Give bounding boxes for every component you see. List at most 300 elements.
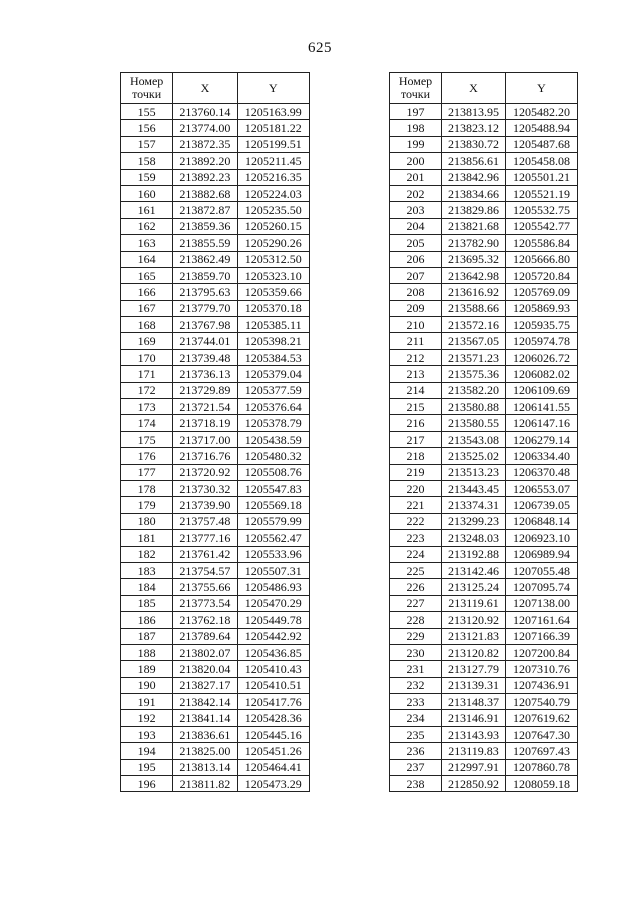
cell-point-number: 224	[390, 546, 442, 562]
cell-point-number: 200	[390, 153, 442, 169]
cell-point-number: 199	[390, 136, 442, 152]
cell-x: 213299.23	[442, 513, 506, 529]
cell-x: 213143.93	[442, 726, 506, 742]
table-row	[390, 513, 578, 529]
table-row	[121, 710, 310, 726]
cell-point-number: 215	[390, 399, 442, 415]
cell-y: 1206739.05	[506, 497, 578, 513]
cell-x: 213823.12	[442, 120, 506, 136]
cell-y: 1205532.75	[506, 202, 578, 218]
cell-point-number: 158	[121, 153, 173, 169]
cell-x: 213716.76	[173, 448, 237, 464]
cell-y: 1207540.79	[506, 694, 578, 710]
cell-x: 213139.31	[442, 677, 506, 693]
cell-x: 213580.55	[442, 415, 506, 431]
table-row	[121, 497, 310, 513]
cell-y: 1205487.68	[506, 136, 578, 152]
cell-point-number: 162	[121, 218, 173, 234]
cell-y: 1205199.51	[237, 136, 309, 152]
cell-x: 213739.90	[173, 497, 237, 513]
cell-point-number: 238	[390, 776, 442, 792]
cell-x: 213842.96	[442, 169, 506, 185]
cell-y: 1205376.64	[237, 399, 309, 415]
cell-x: 213834.66	[442, 185, 506, 201]
table-row	[121, 349, 310, 365]
table-row	[390, 415, 578, 431]
cell-x: 213142.46	[442, 562, 506, 578]
cell-y: 1206848.14	[506, 513, 578, 529]
table-row	[390, 202, 578, 218]
cell-y: 1205385.11	[237, 317, 309, 333]
cell-y: 1206279.14	[506, 431, 578, 447]
cell-y: 1205521.19	[506, 185, 578, 201]
cell-point-number: 176	[121, 448, 173, 464]
table-row	[390, 431, 578, 447]
cell-y: 1205378.79	[237, 415, 309, 431]
cell-x: 213872.35	[173, 136, 237, 152]
table-row	[390, 497, 578, 513]
cell-x: 213767.98	[173, 317, 237, 333]
table-row	[390, 661, 578, 677]
cell-x: 213813.14	[173, 759, 237, 775]
cell-x: 213744.01	[173, 333, 237, 349]
cell-y: 1205438.59	[237, 431, 309, 447]
table-row	[121, 726, 310, 742]
cell-point-number: 166	[121, 284, 173, 300]
cell-x: 213761.42	[173, 546, 237, 562]
table-row	[121, 333, 310, 349]
cell-y: 1205442.92	[237, 628, 309, 644]
cell-point-number: 182	[121, 546, 173, 562]
cell-point-number: 223	[390, 530, 442, 546]
cell-point-number: 231	[390, 661, 442, 677]
coordinates-table-left	[120, 72, 310, 792]
cell-x: 213811.82	[173, 776, 237, 792]
cell-point-number: 184	[121, 579, 173, 595]
cell-x: 213127.79	[442, 661, 506, 677]
cell-y: 1205458.08	[506, 153, 578, 169]
cell-x: 213718.19	[173, 415, 237, 431]
table-row	[390, 120, 578, 136]
table-row	[390, 480, 578, 496]
cell-y: 1207161.64	[506, 612, 578, 628]
cell-y: 1205562.47	[237, 530, 309, 546]
table-row	[121, 612, 310, 628]
cell-point-number: 169	[121, 333, 173, 349]
cell-point-number: 216	[390, 415, 442, 431]
cell-point-number: 191	[121, 694, 173, 710]
cell-y: 1205769.09	[506, 284, 578, 300]
cell-x: 213580.88	[442, 399, 506, 415]
cell-y: 1205486.93	[237, 579, 309, 595]
cell-point-number: 170	[121, 349, 173, 365]
table-row	[121, 513, 310, 529]
cell-y: 1206141.55	[506, 399, 578, 415]
cell-y: 1205547.83	[237, 480, 309, 496]
cell-x: 213443.45	[442, 480, 506, 496]
cell-point-number: 217	[390, 431, 442, 447]
column-header-point-number	[390, 73, 442, 104]
cell-point-number: 186	[121, 612, 173, 628]
cell-x: 213755.66	[173, 579, 237, 595]
cell-point-number: 185	[121, 595, 173, 611]
cell-point-number: 232	[390, 677, 442, 693]
table-row	[390, 628, 578, 644]
coordinates-table-right	[389, 72, 578, 792]
cell-point-number: 196	[121, 776, 173, 792]
table-row	[390, 366, 578, 382]
cell-point-number: 157	[121, 136, 173, 152]
table-row	[121, 251, 310, 267]
cell-x: 213754.57	[173, 562, 237, 578]
cell-y: 1205508.76	[237, 464, 309, 480]
table-row	[121, 628, 310, 644]
cell-point-number: 159	[121, 169, 173, 185]
cell-point-number: 225	[390, 562, 442, 578]
table-row	[121, 366, 310, 382]
cell-y: 1205224.03	[237, 185, 309, 201]
cell-y: 1206923.10	[506, 530, 578, 546]
cell-x: 213882.68	[173, 185, 237, 201]
cell-point-number: 171	[121, 366, 173, 382]
cell-point-number: 228	[390, 612, 442, 628]
cell-point-number: 211	[390, 333, 442, 349]
cell-y: 1205488.94	[506, 120, 578, 136]
cell-y: 1207860.78	[506, 759, 578, 775]
cell-point-number: 205	[390, 235, 442, 251]
cell-x: 213779.70	[173, 300, 237, 316]
cell-y: 1205398.21	[237, 333, 309, 349]
cell-point-number: 188	[121, 644, 173, 660]
cell-y: 1205384.53	[237, 349, 309, 365]
cell-point-number: 174	[121, 415, 173, 431]
cell-point-number: 222	[390, 513, 442, 529]
cell-x: 213813.95	[442, 104, 506, 120]
cell-y: 1206989.94	[506, 546, 578, 562]
table-row	[121, 185, 310, 201]
cell-point-number: 210	[390, 317, 442, 333]
cell-y: 1205359.66	[237, 284, 309, 300]
cell-point-number: 221	[390, 497, 442, 513]
cell-y: 1206109.69	[506, 382, 578, 398]
cell-point-number: 220	[390, 480, 442, 496]
table-row	[121, 218, 310, 234]
cell-y: 1207055.48	[506, 562, 578, 578]
cell-y: 1205216.35	[237, 169, 309, 185]
table-row	[390, 448, 578, 464]
table-row	[390, 612, 578, 628]
table-row	[390, 726, 578, 742]
cell-point-number: 209	[390, 300, 442, 316]
table-row	[121, 661, 310, 677]
cell-y: 1205379.04	[237, 366, 309, 382]
cell-x: 213789.64	[173, 628, 237, 644]
cell-point-number: 226	[390, 579, 442, 595]
cell-point-number: 195	[121, 759, 173, 775]
cell-y: 1207647.30	[506, 726, 578, 742]
cell-point-number: 218	[390, 448, 442, 464]
cell-y: 1205480.32	[237, 448, 309, 464]
cell-x: 213582.20	[442, 382, 506, 398]
cell-point-number: 207	[390, 267, 442, 283]
table-row	[390, 399, 578, 415]
header-num-line2: точки	[400, 87, 431, 101]
cell-point-number: 237	[390, 759, 442, 775]
table-row	[121, 153, 310, 169]
cell-point-number: 155	[121, 104, 173, 120]
cell-point-number: 234	[390, 710, 442, 726]
table-row	[390, 644, 578, 660]
cell-y: 1205666.80	[506, 251, 578, 267]
cell-y: 1208059.18	[506, 776, 578, 792]
cell-x: 213729.89	[173, 382, 237, 398]
cell-point-number: 156	[121, 120, 173, 136]
cell-x: 213120.92	[442, 612, 506, 628]
cell-point-number: 164	[121, 251, 173, 267]
table-row	[390, 333, 578, 349]
table-row	[390, 562, 578, 578]
cell-y: 1207697.43	[506, 743, 578, 759]
cell-y: 1205312.50	[237, 251, 309, 267]
table-row	[390, 530, 578, 546]
cell-x: 213872.87	[173, 202, 237, 218]
cell-point-number: 198	[390, 120, 442, 136]
cell-y: 1205410.43	[237, 661, 309, 677]
table-row	[390, 300, 578, 316]
cell-x: 213855.59	[173, 235, 237, 251]
cell-x: 213827.17	[173, 677, 237, 693]
cell-x: 213762.18	[173, 612, 237, 628]
cell-x: 213825.00	[173, 743, 237, 759]
cell-x: 213782.90	[442, 235, 506, 251]
table-row	[121, 399, 310, 415]
cell-x: 213571.23	[442, 349, 506, 365]
cell-x: 213717.00	[173, 431, 237, 447]
cell-x: 213575.36	[442, 366, 506, 382]
cell-y: 1205974.78	[506, 333, 578, 349]
table-row	[121, 235, 310, 251]
table-row	[121, 595, 310, 611]
table-row	[390, 759, 578, 775]
table-row	[121, 448, 310, 464]
cell-x: 213374.31	[442, 497, 506, 513]
cell-point-number: 187	[121, 628, 173, 644]
cell-x: 213739.48	[173, 349, 237, 365]
cell-point-number: 212	[390, 349, 442, 365]
cell-x: 213119.83	[442, 743, 506, 759]
cell-y: 1207200.84	[506, 644, 578, 660]
column-header-y: Y	[237, 73, 309, 104]
cell-point-number: 167	[121, 300, 173, 316]
cell-y: 1205410.51	[237, 677, 309, 693]
cell-x: 213695.32	[442, 251, 506, 267]
table-row	[390, 235, 578, 251]
cell-point-number: 183	[121, 562, 173, 578]
cell-y: 1207166.39	[506, 628, 578, 644]
table-row	[390, 153, 578, 169]
cell-point-number: 175	[121, 431, 173, 447]
table-row	[390, 579, 578, 595]
cell-x: 213721.54	[173, 399, 237, 415]
cell-y: 1205290.26	[237, 235, 309, 251]
page-number: 625	[308, 40, 332, 56]
cell-x: 213892.23	[173, 169, 237, 185]
column-header-y: Y	[506, 73, 578, 104]
table-row	[121, 546, 310, 562]
cell-x: 213773.54	[173, 595, 237, 611]
cell-y: 1205869.93	[506, 300, 578, 316]
cell-point-number: 161	[121, 202, 173, 218]
cell-point-number: 203	[390, 202, 442, 218]
column-header-x: X	[442, 73, 506, 104]
cell-y: 1207095.74	[506, 579, 578, 595]
cell-x: 213859.70	[173, 267, 237, 283]
cell-y: 1206370.48	[506, 464, 578, 480]
cell-x: 213588.66	[442, 300, 506, 316]
cell-y: 1205542.77	[506, 218, 578, 234]
cell-y: 1206026.72	[506, 349, 578, 365]
cell-y: 1205586.84	[506, 235, 578, 251]
cell-point-number: 193	[121, 726, 173, 742]
cell-y: 1205451.26	[237, 743, 309, 759]
cell-y: 1206334.40	[506, 448, 578, 464]
cell-point-number: 219	[390, 464, 442, 480]
table-row	[390, 677, 578, 693]
cell-point-number: 181	[121, 530, 173, 546]
cell-y: 1205569.18	[237, 497, 309, 513]
cell-y: 1207619.62	[506, 710, 578, 726]
cell-y: 1205533.96	[237, 546, 309, 562]
table-row	[121, 694, 310, 710]
table-row	[121, 464, 310, 480]
table-row	[121, 562, 310, 578]
cell-x: 213120.82	[442, 644, 506, 660]
cell-x: 213119.61	[442, 595, 506, 611]
cell-x: 213830.72	[442, 136, 506, 152]
cell-point-number: 189	[121, 661, 173, 677]
cell-point-number: 194	[121, 743, 173, 759]
cell-point-number: 201	[390, 169, 442, 185]
cell-point-number: 163	[121, 235, 173, 251]
table-row	[390, 136, 578, 152]
cell-x: 213774.00	[173, 120, 237, 136]
cell-y: 1205464.41	[237, 759, 309, 775]
cell-y: 1207310.76	[506, 661, 578, 677]
cell-point-number: 177	[121, 464, 173, 480]
cell-point-number: 227	[390, 595, 442, 611]
cell-point-number: 197	[390, 104, 442, 120]
cell-point-number: 230	[390, 644, 442, 660]
column-header-point-number	[121, 73, 173, 104]
cell-y: 1205507.31	[237, 562, 309, 578]
cell-point-number: 192	[121, 710, 173, 726]
cell-x: 213121.83	[442, 628, 506, 644]
cell-x: 213821.68	[442, 218, 506, 234]
table-row	[390, 710, 578, 726]
cell-y: 1205235.50	[237, 202, 309, 218]
cell-y: 1205720.84	[506, 267, 578, 283]
cell-x: 213856.61	[442, 153, 506, 169]
table-row	[390, 251, 578, 267]
cell-x: 213841.14	[173, 710, 237, 726]
cell-x: 213730.32	[173, 480, 237, 496]
cell-y: 1205417.76	[237, 694, 309, 710]
cell-x: 213842.14	[173, 694, 237, 710]
table-row	[121, 382, 310, 398]
table-row	[121, 759, 310, 775]
cell-y: 1205482.20	[506, 104, 578, 120]
cell-point-number: 213	[390, 366, 442, 382]
cell-y: 1206082.02	[506, 366, 578, 382]
table-row	[390, 546, 578, 562]
table-header-row	[121, 73, 310, 104]
cell-point-number: 180	[121, 513, 173, 529]
cell-x: 213616.92	[442, 284, 506, 300]
cell-x: 213892.20	[173, 153, 237, 169]
cell-point-number: 206	[390, 251, 442, 267]
cell-y: 1205163.99	[237, 104, 309, 120]
cell-x: 213146.91	[442, 710, 506, 726]
table-row	[121, 317, 310, 333]
table-row	[390, 185, 578, 201]
table-row	[390, 104, 578, 120]
cell-x: 213543.08	[442, 431, 506, 447]
cell-y: 1205470.29	[237, 595, 309, 611]
cell-y: 1205436.85	[237, 644, 309, 660]
table-row	[121, 480, 310, 496]
cell-y: 1205211.45	[237, 153, 309, 169]
cell-x: 213836.61	[173, 726, 237, 742]
table-row	[390, 464, 578, 480]
cell-x: 213829.86	[442, 202, 506, 218]
cell-y: 1205579.99	[237, 513, 309, 529]
table-row	[121, 431, 310, 447]
header-num-line1: Номер	[398, 74, 433, 88]
table-row	[390, 349, 578, 365]
cell-x: 213720.92	[173, 464, 237, 480]
table-row	[121, 136, 310, 152]
cell-y: 1205370.18	[237, 300, 309, 316]
table-row	[121, 300, 310, 316]
cell-point-number: 204	[390, 218, 442, 234]
cell-y: 1205323.10	[237, 267, 309, 283]
table-row	[390, 218, 578, 234]
table-row	[121, 743, 310, 759]
table-row	[121, 415, 310, 431]
table-row	[390, 169, 578, 185]
table-header-row	[390, 73, 578, 104]
cell-point-number: 160	[121, 185, 173, 201]
cell-x: 213148.37	[442, 694, 506, 710]
table-row	[390, 743, 578, 759]
cell-point-number: 229	[390, 628, 442, 644]
cell-y: 1205473.29	[237, 776, 309, 792]
cell-point-number: 208	[390, 284, 442, 300]
cell-y: 1205428.36	[237, 710, 309, 726]
cell-y: 1205501.21	[506, 169, 578, 185]
table-row	[121, 104, 310, 120]
cell-point-number: 190	[121, 677, 173, 693]
table-row	[121, 677, 310, 693]
table-row	[390, 284, 578, 300]
table-row	[121, 169, 310, 185]
table-row	[390, 776, 578, 792]
cell-y: 1207138.00	[506, 595, 578, 611]
table-row	[121, 120, 310, 136]
table-row	[121, 267, 310, 283]
cell-point-number: 179	[121, 497, 173, 513]
table-row	[121, 644, 310, 660]
